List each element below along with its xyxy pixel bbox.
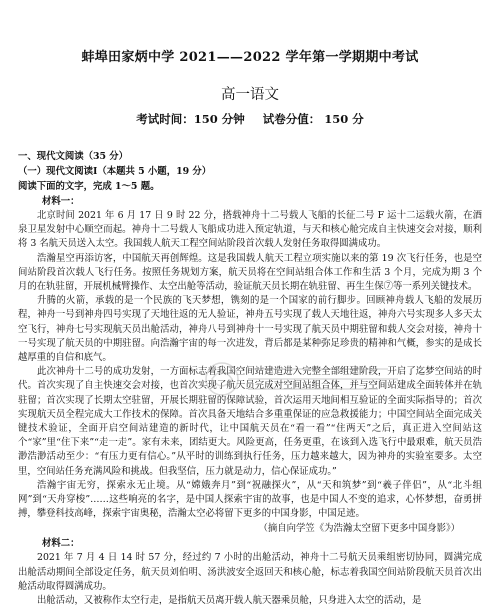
subject-title: 高一语文 — [221, 87, 279, 103]
material-1-paragraph: 北京时间 2021 年 6 月 17 日 9 时 22 分，搭载神舟十二号载人飞船的长征二号 F 运十二运载火箭，在酒泉卫星发射中心顺空而起。神舟十二号载人飞船成功进入预定轨道，与天和核心舱完成自主快速交会对接，顺利将 3 名航天员送入太空。我国载人航天工程空间站阶段首次载人发射任务取得圆满成功。 — [18, 210, 482, 250]
exam-time: 考试时间：150 分钟 — [136, 112, 245, 126]
material-1-paragraph: 此次神舟十二号的成功发射，一方面标志着我国空间站建造进入完整全部组建阶段，开启了迄梦空间站的时代。首次实现了自主快速交会对接，也首次实现了航天员完成对空间站组合体，并与空间站建成全面转体并在轨驻留；首次实现了长期太空驻留，开展长期驻留的保障试验，首次运用天地间相互验证的全面实际指导的；首次实现航天员全程完成大工作技术的保障。首次具备天地结合多重重保证的应急救援能力；中国空间站全面完成关键技术验证，全面开启空间站建造的新时代，让中国航天员在“看一看”“住两天”之后，真正进入空间站这个“家”里“住下来”“走一走”。家有未来，团结更大。风险更高，任务更重，在该到入选飞行中最艰难，航天员浩渺浩渺活动至少：“有压力更有信心。”从平时的训练到执行任务，压力越来越大，因为神舟的实验室要多。太空里，空间站任务充满风险和挑战。但我坚信，压力就是动力，信心保证成功。” — [18, 366, 482, 477]
material-1-paragraph: 升腾的火箭，承载的是一个民族的飞天梦想，镌刻的是一个国家的前行脚步。回顾神舟载人飞船的发展历程，神舟一号到神舟四号实现了天地往返的无人验证，神舟五号实现了载人天地往返，神舟六号实现多人多天太空飞行，神舟七号实现航天员出舱活动，神舟八号到神舟十一号实现了航天员中期驻留和载人交会对接，神舟十一号实现了航天员的中期驻留。向浩瀚宇宙的每一次进发，背后都是某种弥足珍贵的精神和气概，参实的是成长越厚重的自信和底气。 — [18, 295, 482, 364]
exam-score: 试卷分值： 150 分 — [262, 112, 364, 126]
material-2-label: 材料二： — [42, 538, 80, 550]
section-heading: 一、现代文阅读（35 分） — [18, 151, 129, 162]
exam-meta — [18, 111, 482, 127]
material-1-paragraph: 浩瀚星空再添访客，中国航天再创辉煌。这是我国载人航天工程立项实施以来的第 19 次飞行任务，也是空间站阶段首次载人飞行任务。按照任务规划方案，航天员将在空间站组合体工作和生活 3 个月，完成为期 3 个月的在轨驻留，开展机械臂操作、太空出舱等活动，验证航天员长期在轨驻留、再生生保⑦等一系列关键技术。 — [18, 252, 482, 293]
material-1-source: （摘自向学笠《为浩瀚太空留下更多中国身影》） — [258, 523, 460, 535]
material-2-paragraph: 出舱活动，又被称作太空行走，是指航天员离开载人航天器乘员舱，只身进入太空的活动，是 — [37, 595, 422, 607]
sub-section-heading: （一）现代文阅读Ⅰ（本题共 5 小题，19 分） — [18, 166, 212, 177]
reading-instruction: 阅读下面的文字，完成 1～5 题。 — [18, 181, 160, 192]
exam-title: 蚌埠田家炳中学 2021——2022 学年第一学期期中考试 — [81, 50, 419, 65]
material-1-paragraph: 浩瀚宇宙无穷，探索永无止境。从“嫦娥奔月”到“祝融探火”，从“天和筑梦”到“羲子伴侣”，从“北斗组网”到“天舟穿梭”……这些响亮的名字，是中国人探索宇宙的故事，也是中国人不变的追求，心怀梦想，奋勇拼搏，攀登科技高峰，探索宇宙奥秘，浩瀚太空必将留下更多的中国身影，中国足迹。 — [18, 479, 482, 520]
material-2-paragraph: 2021 年 7 月 4 日 14 时 57 分，经过约 7 小时的出舱活动，神舟十二号航天员乘组密切协同，圆满完成出舱活动期间全部设定任务，航天员刘伯明、汤洪波安全返回天和核心舱，标志着我国空间站阶段航天员首次出舱活动取得圆满成功。 — [18, 552, 482, 592]
material-1-label: 材料一： — [42, 196, 80, 207]
